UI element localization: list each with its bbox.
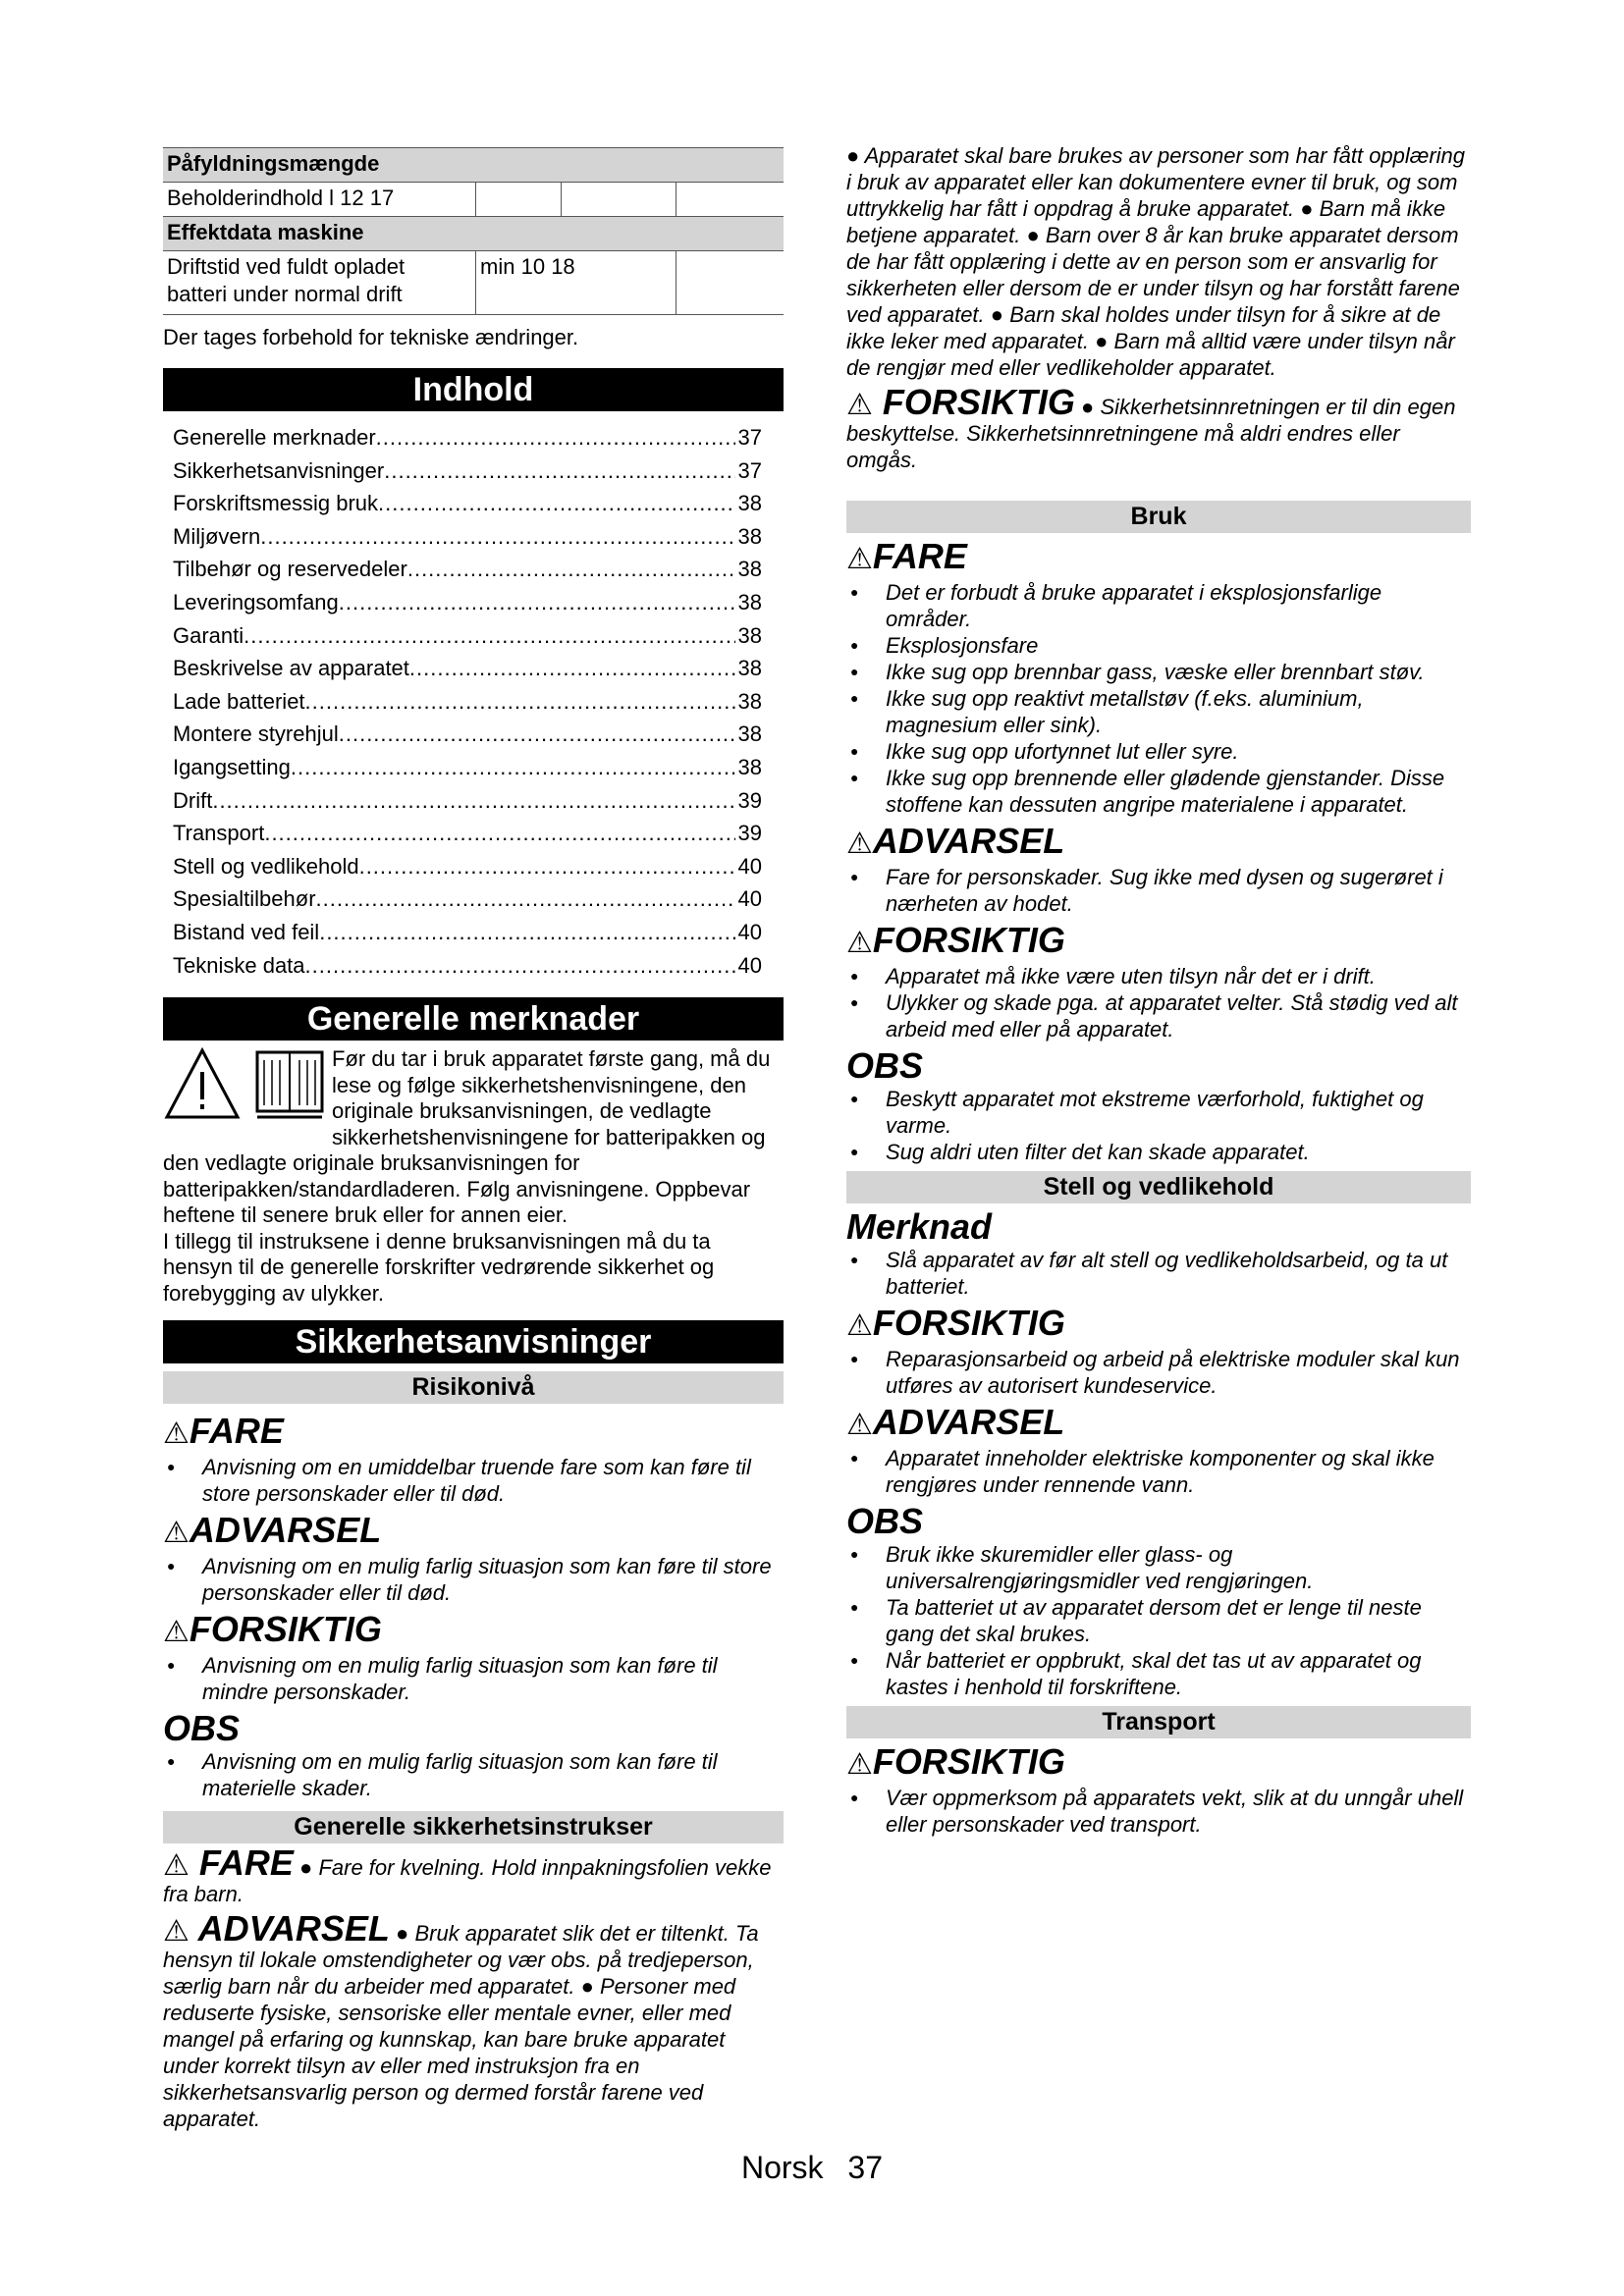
general-title: Generelle merknader: [163, 997, 784, 1041]
toc-leader-dots: [264, 817, 734, 850]
warning-triangle-icon: ⚠: [163, 1517, 189, 1550]
toc-entry-page: 40: [737, 952, 762, 978]
bullet-item: ● Beskytt apparatet mot ekstreme værforhold, fuktighet og varme.: [846, 1086, 1471, 1139]
safety-title: Sikkerhetsanvisninger: [163, 1320, 784, 1363]
toc-entry-page: 38: [737, 491, 762, 516]
toc-entry-page: 38: [737, 721, 762, 747]
toc-title: Indhold: [163, 368, 784, 411]
risk-level-title: Risikonivå: [163, 1371, 784, 1404]
bullet-item: ● Ikke sug opp ufortynnet lut eller syre.: [846, 738, 1471, 765]
toc-entry: [173, 685, 762, 719]
bullet-item: ● Slå apparatet av før alt stell og vedlikeholdsarbeid, og ta ut batteriet.: [846, 1247, 1471, 1300]
toc-entry: [173, 520, 762, 554]
risk-level-description: [163, 1553, 784, 1606]
spec-heading-fill: Påfyldningsmængde: [163, 148, 784, 183]
merknad-heading: [846, 1207, 1471, 1247]
general-fare-paragraph: ⚠ FARE ● Fare for kvelning. Hold innpakningsfolien vekke fra barn.: [163, 1842, 772, 1907]
toc-entry-label: Sikkerhetsanvisninger: [173, 457, 385, 483]
toc-leader-dots: [316, 882, 735, 916]
bullet-item: ● Eksplosjonsfare: [846, 632, 1471, 659]
bullet-item: ● Ikke sug opp brennende eller glødende gjenstander. Disse stoffene kan dessuten angripe materialene i apparatet.: [846, 765, 1471, 818]
toc-entry-label: Igangsetting: [173, 754, 291, 779]
bruk-title: Bruk: [846, 501, 1471, 533]
toc-entry-page: 38: [737, 557, 762, 582]
toc-entry-label: Stell og vedlikehold: [173, 853, 359, 879]
warning-triangle-icon: ⚠: [846, 927, 873, 959]
toc-entry: [173, 718, 762, 751]
signal-word: ADVARSEL: [872, 1402, 1065, 1442]
warning-triangle-icon: [167, 1050, 238, 1117]
toc-entry: [173, 421, 762, 454]
table-of-contents: [163, 421, 784, 982]
signal-word: FARE: [872, 536, 967, 576]
spec-table: [163, 147, 784, 315]
spec-heading-performance: Effektdata maskine: [163, 217, 784, 251]
toc-entry: [173, 751, 762, 784]
warning-triangle-icon: ⚠: [846, 389, 873, 421]
toc-entry: [173, 949, 762, 983]
warning-triangle-icon: ⚠: [846, 1748, 873, 1781]
toc-entry-page: 39: [737, 787, 762, 813]
warning-triangle-icon: ⚠: [163, 1915, 189, 1949]
toc-entry-page: 38: [737, 523, 762, 549]
toc-entry-page: 38: [737, 656, 762, 681]
bullet-item: ● Anvisning om en umiddelbar truende fare som kan føre til store personskader eller til død.: [163, 1454, 784, 1507]
forsiktig-signal-word: ⚠ FORSIKTIG: [846, 382, 1075, 422]
toc-entry: [173, 817, 762, 850]
toc-entry-label: Spesialtilbehør: [173, 886, 316, 912]
toc-entry-label: Leveringsomfang: [173, 589, 339, 614]
toc-leader-dots: [407, 553, 735, 586]
toc-entry-label: Lade batteriet: [173, 688, 305, 714]
toc-entry-label: Transport: [173, 821, 265, 846]
warning-triangle-icon: ⚠: [163, 1616, 189, 1649]
toc-entry: [173, 454, 762, 488]
warning-triangle-icon: ⚠: [846, 1309, 873, 1342]
toc-entry: [173, 850, 762, 883]
toc-entry-label: Forskriftsmessig bruk: [173, 491, 379, 516]
fare-list: [846, 579, 1471, 818]
signal-word: ADVARSEL: [872, 821, 1065, 861]
page-number: 37: [847, 2150, 884, 2185]
stell-title: Stell og vedlikehold: [846, 1171, 1471, 1203]
bullet-item: ● Fare for personskader. Sug ikke med dysen og sugerøret i nærheten av hodet.: [846, 864, 1471, 917]
signal-word: OBS: [846, 1045, 924, 1086]
toc-entry-label: Miljøvern: [173, 523, 261, 549]
toc-leader-dots: [244, 619, 734, 653]
toc-entry-page: 40: [737, 853, 762, 879]
toc-entry-label: Tekniske data: [173, 952, 305, 978]
toc-entry-label: Montere styrehjul: [173, 721, 339, 747]
reservation-note: Der tages forbehold for tekniske ændringer.: [163, 325, 579, 349]
bullet-item: ● Reparasjonsarbeid og arbeid på elektriske moduler skal kun utføres av autorisert kundeservice.: [846, 1346, 1471, 1399]
signal-word: ADVARSEL: [189, 1510, 382, 1551]
obs-list: [846, 1086, 1471, 1165]
risk-levels: [163, 1412, 784, 1801]
bullet-item: ● Det er forbudt å bruke apparatet i eksplosjonsfarlige områder.: [846, 579, 1471, 632]
toc-entry: [173, 882, 762, 916]
bullet-item: ● Vær oppmerksom på apparatets vekt, slik at du unngår uhell eller personskader ved transport.: [846, 1785, 1471, 1838]
warning-triangle-icon: ⚠: [846, 828, 873, 860]
risk-level-description: [163, 1652, 784, 1705]
toc-entry-page: 38: [737, 589, 762, 614]
general-paragraph-1: Før du tar i bruk apparatet første gang, må du lese og følge sikkerhetshenvisningene, den originale bruksanvisningen, de vedlagte sikkerhetshenvisningene for batteripakken og den vedlagte originale bruksanvisningen for batteripakken/standardladeren. Følg anvisningene. Oppbevar heftene til senere bruk eller for annen eier.: [163, 1046, 771, 1228]
toc-entry-page: 39: [737, 821, 762, 846]
advarsel-heading: [846, 822, 1471, 864]
toc-entry-label: Generelle merknader: [173, 425, 376, 450]
bullet-item: ● Anvisning om en mulig farlig situasjon som kan føre til store personskader eller til død.: [163, 1553, 784, 1606]
fare-signal-word: ⚠ FARE: [163, 1842, 294, 1884]
risk-level-forsiktig: [163, 1610, 784, 1652]
toc-leader-dots: [319, 916, 734, 949]
signal-word: FORSIKTIG: [872, 1741, 1065, 1782]
spec-label: Beholderindhold l 12 17: [163, 183, 476, 217]
toc-entry-label: Drift: [173, 787, 213, 813]
signal-word: OBS: [846, 1501, 924, 1541]
obs-list: [846, 1541, 1471, 1700]
merknad-list: [846, 1247, 1471, 1300]
toc-entry-page: 38: [737, 622, 762, 648]
signal-word: FORSIKTIG: [189, 1609, 382, 1650]
toc-leader-dots: [384, 454, 734, 488]
obs-heading: [846, 1502, 1471, 1541]
advarsel-continued: ● Apparatet skal bare brukes av personer som har fått opplæring i bruk av apparatet eller kan dokumentere evner til bruk, og som uttrykkelig har fått i oppdrag å bruke apparatet. ● Barn må ikke betjene apparatet. ● Barn over 8 år kan bruke apparatet dersom de har fått opplæring i dette av en person som er ansvarlig for sikkerheten eller dersom de er under tilsyn og har forstått farene ved apparatet. ● Barn skal holdes under tilsyn for å sikre at de ikke leker med apparatet. ● Barn må alltid være under tilsyn når de rengjør med eller vedlikeholder apparatet.: [846, 143, 1466, 380]
page-footer: [0, 2150, 1624, 2186]
signal-word: FARE: [189, 1411, 284, 1452]
toc-entry-page: 37: [737, 425, 762, 450]
toc-leader-dots: [376, 421, 735, 454]
bullet-item: ● Apparatet inneholder elektriske komponenter og skal ikke rengjøres under rennende vann.: [846, 1445, 1471, 1498]
toc-leader-dots: [305, 685, 735, 719]
bullet-item: ● Bruk ikke skuremidler eller glass- og universalrengjøringsmidler ved rengjøringen.: [846, 1541, 1471, 1594]
signal-word: FORSIKTIG: [872, 1303, 1065, 1343]
left-column: [163, 147, 784, 2132]
risk-level-description: [163, 1748, 784, 1801]
toc-leader-dots: [409, 652, 735, 685]
toc-entry-page: 37: [737, 457, 762, 483]
advarsel-list: [846, 864, 1471, 917]
general-paragraph-2: I tillegg til instruksene i denne bruksanvisningen må du ta hensyn til de generelle forskrifter vedrørende sikkerhet og forebygging av ulykker.: [163, 1228, 715, 1306]
warning-triangle-icon: ⚠: [846, 1409, 873, 1441]
toc-entry-page: 40: [737, 886, 762, 912]
right-column: [846, 142, 1471, 1838]
toc-entry-page: 38: [737, 754, 762, 779]
risk-level-description: [163, 1454, 784, 1507]
bullet-item: ● Anvisning om en mulig farlig situasjon som kan føre til materielle skader.: [163, 1748, 784, 1801]
general-safety-title: Generelle sikkerhetsinstrukser: [163, 1811, 784, 1843]
forsiktig-list: [846, 1785, 1471, 1838]
forsiktig-list: [846, 1346, 1471, 1399]
toc-entry-label: Garanti: [173, 622, 244, 648]
spec-label: Driftstid ved fuldt opladet batteri under normal drift: [163, 251, 476, 315]
advarsel-heading: [846, 1403, 1471, 1445]
bullet-item: ● Anvisning om en mulig farlig situasjon som kan føre til mindre personskader.: [163, 1652, 784, 1705]
bullet-item: ● Ulykker og skade pga. at apparatet velter. Stå stødig ved alt arbeid med eller på apparatet.: [846, 989, 1471, 1042]
signal-word: FORSIKTIG: [872, 920, 1065, 960]
bullet-item: ● Når batteriet er oppbrukt, skal det tas ut av apparatet og kastes i henhold til forskriftene.: [846, 1647, 1471, 1700]
general-notes: [163, 1046, 784, 1307]
risk-level-advarsel: [163, 1511, 784, 1553]
general-advarsel-paragraph: ⚠ ADVARSEL ● Bruk apparatet slik det er tiltenkt. Ta hensyn til lokale omstendigheter og vær obs. på tredjeperson, særlig barn når du arbeider med apparatet. ● Personer med reduserte fysiske, sensoriske eller mentale evner, eller med mangel på erfaring og kunnskap, kan bare bruke apparatet under korrekt tilsyn av eller med instruksjon fra en sikkerhetsansvarlig person og dermed forstår farene ved apparatet.: [163, 1908, 759, 2132]
toc-entry: [173, 652, 762, 685]
toc-leader-dots: [359, 850, 735, 883]
bullet-item: ● Ta batteriet ut av apparatet dersom det er lenge til neste gang det skal brukes.: [846, 1594, 1471, 1647]
forsiktig-paragraph: ⚠ FORSIKTIG ● Sikkerhetsinnretningen er til din egen beskyttelse. Sikkerhetsinnretningene må aldri endres eller omgås.: [846, 382, 1456, 472]
toc-entry: [173, 784, 762, 818]
toc-entry: [173, 916, 762, 949]
toc-leader-dots: [291, 751, 735, 784]
warning-triangle-icon: ⚠: [163, 1849, 189, 1883]
warning-manual-icons: [163, 1046, 332, 1125]
toc-leader-dots: [212, 784, 734, 818]
toc-entry-label: Beskrivelse av apparatet: [173, 656, 409, 681]
toc-entry-page: 38: [737, 688, 762, 714]
manual-book-icon: [257, 1052, 322, 1117]
toc-entry: [173, 553, 762, 586]
advarsel-signal-word: ⚠ ADVARSEL: [163, 1908, 390, 1949]
forsiktig-heading: [846, 1304, 1471, 1346]
toc-entry: [173, 586, 762, 619]
toc-entry: [173, 619, 762, 653]
toc-entry-label: Tilbehør og reservedeler: [173, 557, 407, 582]
fare-heading: [846, 537, 1471, 579]
toc-leader-dots: [378, 487, 734, 520]
signal-word: Merknad: [846, 1206, 993, 1247]
toc-entry-page: 40: [737, 919, 762, 944]
toc-entry: [173, 487, 762, 520]
toc-leader-dots: [260, 520, 734, 554]
bullet-item: ● Apparatet må ikke være uten tilsyn når det er i drift.: [846, 963, 1471, 989]
bullet-item: ● Ikke sug opp brennbar gass, væske eller brennbart støv.: [846, 659, 1471, 685]
forsiktig-heading: [846, 1742, 1471, 1785]
advarsel-list: [846, 1445, 1471, 1498]
signal-word: OBS: [163, 1708, 241, 1749]
toc-entry-label: Bistand ved feil: [173, 919, 320, 944]
obs-heading: [846, 1046, 1471, 1086]
risk-level-fare: [163, 1412, 784, 1454]
stell-section: [846, 1207, 1471, 1700]
footer-language: Norsk: [740, 2150, 824, 2185]
forsiktig-list: [846, 963, 1471, 1042]
warning-triangle-icon: ⚠: [846, 543, 873, 575]
transport-title: Transport: [846, 1706, 1471, 1738]
bullet-item: ● Ikke sug opp reaktivt metallstøv (f.eks. aluminium, magnesium eller sink).: [846, 685, 1471, 738]
forsiktig-heading: [846, 921, 1471, 963]
spec-value: min 10 18: [476, 251, 677, 315]
toc-leader-dots: [305, 949, 735, 983]
bullet-item: ● Sug aldri uten filter det kan skade apparatet.: [846, 1139, 1471, 1165]
toc-leader-dots: [339, 586, 735, 619]
bruk-section: [846, 537, 1471, 1165]
risk-level-obs: [163, 1709, 784, 1748]
toc-leader-dots: [339, 718, 735, 751]
transport-section: [846, 1742, 1471, 1838]
warning-triangle-icon: ⚠: [163, 1417, 189, 1451]
